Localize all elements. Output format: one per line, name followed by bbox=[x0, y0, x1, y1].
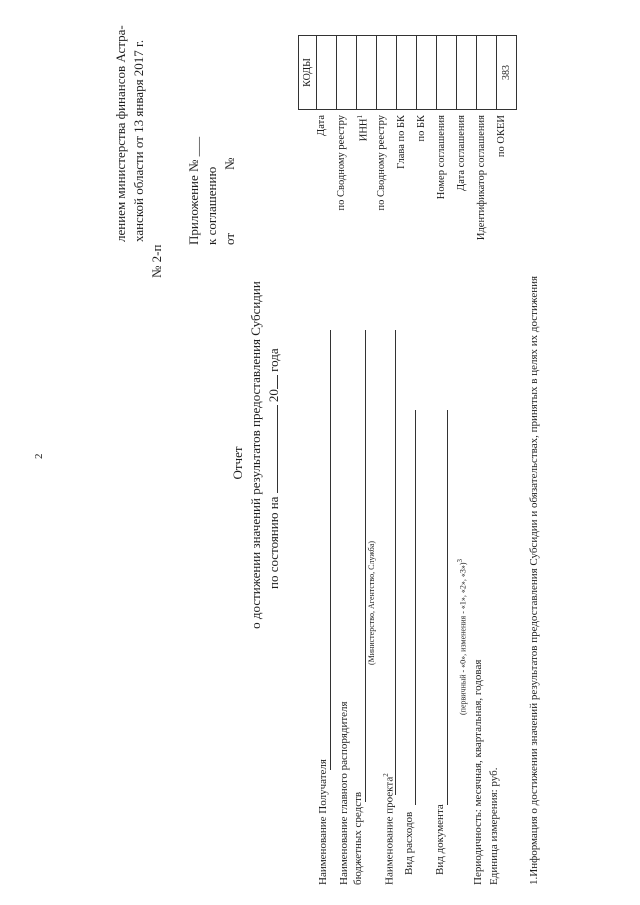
page-number: 2 bbox=[33, 453, 45, 459]
code-label-chapter-bk: Глава по БК bbox=[396, 115, 407, 169]
report-date-suffix: года bbox=[266, 348, 281, 372]
code-cell-inn bbox=[357, 36, 377, 110]
report-title: Отчет bbox=[230, 446, 245, 480]
report-date-prefix: по состоянию на bbox=[266, 496, 281, 589]
code-label-okei: по ОКЕИ bbox=[496, 115, 507, 158]
section-1-heading: 1.Информация о достижении значений результатов предоставления Субсидии и обязательствах, принятых в целях их достижения bbox=[528, 275, 540, 885]
expense-underline bbox=[415, 410, 416, 805]
code-cell-registry-1 bbox=[337, 36, 357, 110]
gr-label-line1: Наименование главного распорядителя bbox=[338, 701, 350, 885]
code-cell-chapter-bk bbox=[397, 36, 417, 110]
gr-underline bbox=[365, 330, 366, 802]
project-label-text: Наименование проекта bbox=[383, 776, 396, 885]
code-label-bk: по БК bbox=[416, 115, 427, 142]
code-label-agreement-number: Номер соглашения bbox=[436, 115, 447, 200]
code-cell-okei: 383 bbox=[497, 36, 517, 110]
header-line-1: лением министерства финансов Астра- bbox=[113, 25, 128, 242]
doc-type-footnote: 3 bbox=[456, 558, 464, 563]
code-label-inn bbox=[356, 115, 370, 345]
periodicity-label: Периодичность: месячная, квартальная, годовая bbox=[472, 659, 484, 885]
doc-type-hint-text: (первичный - «0», изменения - «1», «2», «3») bbox=[458, 562, 468, 715]
appendix-no: № bbox=[222, 157, 237, 170]
doc-type-underline bbox=[447, 410, 448, 805]
unit-label: Единица измерения: руб. bbox=[488, 767, 500, 885]
gr-label-line2: бюджетных средств bbox=[352, 791, 364, 885]
code-cell-agreement-date bbox=[457, 36, 477, 110]
header-line-3: № 2-п bbox=[149, 244, 164, 278]
codes-table bbox=[298, 35, 517, 110]
doc-type-label: Вид документа bbox=[434, 804, 446, 875]
code-label-agreement-date: Дата соглашения bbox=[456, 115, 467, 191]
code-cell-date bbox=[317, 36, 337, 110]
appendix-number: Приложение № ___ bbox=[186, 136, 201, 245]
gr-hint: (Министерство, Агентство, Служба) bbox=[367, 540, 376, 665]
code-cell-agreement-number bbox=[437, 36, 457, 110]
appendix-from: от bbox=[222, 232, 237, 245]
recipient-underline bbox=[330, 330, 331, 770]
code-label-registry-2: по Сводному реестру bbox=[376, 115, 387, 211]
inn-footnote: 1 bbox=[356, 115, 364, 119]
project-footnote: 2 bbox=[382, 773, 390, 777]
report-subtitle: о достижении значений результатов предоставления Субсидии bbox=[248, 281, 263, 629]
code-cell-registry-2 bbox=[377, 36, 397, 110]
code-cell-bk bbox=[417, 36, 437, 110]
codes-header: КОДЫ bbox=[299, 36, 317, 110]
project-label bbox=[382, 773, 396, 885]
code-label-agreement-id: Идентификатор соглашения bbox=[476, 115, 487, 241]
project-underline bbox=[395, 330, 396, 795]
report-date-line bbox=[266, 348, 282, 589]
header-line-2: ханской области от 13 января 2017 г. bbox=[131, 39, 146, 242]
code-label-registry-1: по Сводному реестру bbox=[336, 115, 347, 211]
code-label-inn-text: ИНН bbox=[358, 118, 370, 142]
expense-label: Вид расходов bbox=[403, 811, 415, 875]
appendix-to-agreement: к соглашению bbox=[204, 166, 219, 245]
report-year-blank bbox=[277, 375, 278, 389]
report-year-prefix: 20 bbox=[266, 389, 281, 403]
code-cell-agreement-id bbox=[477, 36, 497, 110]
recipient-label: Наименование Получателя bbox=[317, 759, 329, 885]
doc-type-hint bbox=[456, 559, 468, 715]
report-date-blank bbox=[277, 405, 278, 493]
code-label-date: Дата bbox=[316, 115, 327, 136]
